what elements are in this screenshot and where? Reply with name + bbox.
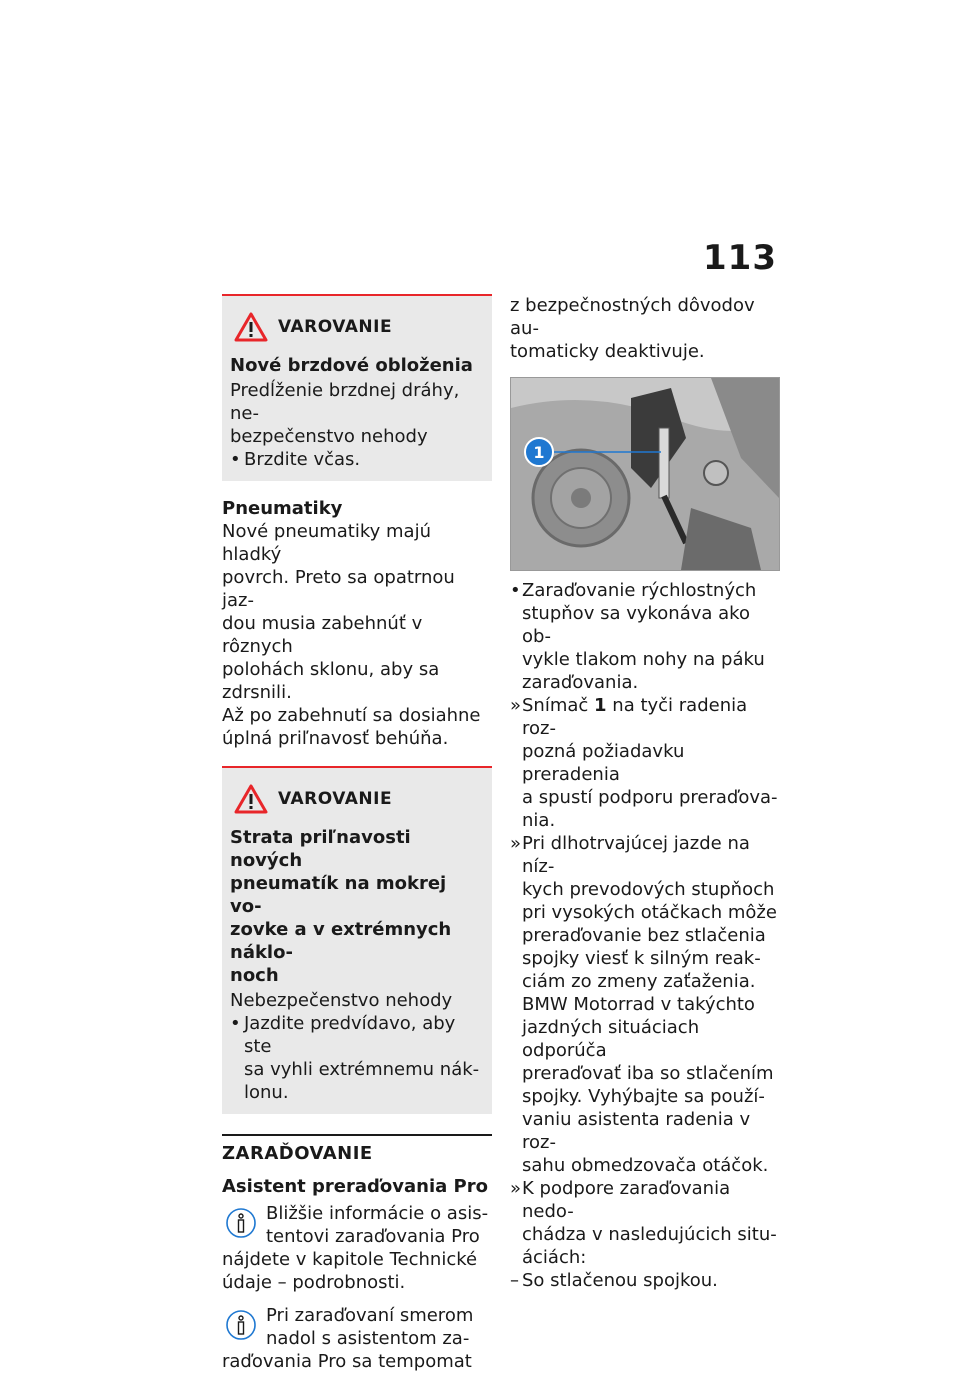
step-line: a spustí podporu preraďova- [522,787,778,808]
bullet-text [522,579,782,694]
warning-box-brakes [222,294,492,481]
tires-line: povrch. Preto sa opatrnou jaz- [222,567,455,611]
warning-subtitle-line: Strata priľnavosti nových [230,827,411,871]
warning-bullet-line: sa vyhli extrémnemu nák- [244,1059,480,1080]
warning-triangle-icon [234,312,268,342]
warning-bullet-text: Brzdite včas. [244,449,361,470]
step-item [510,1177,782,1269]
intro-line: z bezpečnostných dôvodov au- [510,295,755,339]
tires-section [222,497,492,750]
step-arrow-icon: » [510,833,522,854]
warning-title: VAROVANIE [278,788,393,809]
tires-line: Až po zabehnutí sa dosiahne [222,705,481,726]
step-prefix: Snímač [522,695,595,716]
info-line: tentovi zaraďovania Pro [266,1226,480,1247]
warning-bullet [230,1012,484,1104]
warning-box-tires [222,766,492,1114]
info-line: nadol s asistentom za- [266,1328,470,1349]
right-column [510,294,782,1292]
bullet-line: vykle tlakom nohy na páku [522,649,765,670]
dash-text: So stlačenou spojkou. [522,1270,718,1291]
step-text [522,1177,782,1269]
step-arrow-icon: » [510,695,522,716]
tires-heading: Pneumatiky [222,498,343,519]
step-line: K podpore zaraďovania nedo- [522,1178,731,1222]
reference-number: 1 [594,695,607,716]
warning-title: VAROVANIE [278,316,393,337]
warning-subtitle: Nové brzdové obloženia [230,355,473,376]
step-rest: na tyči radenia roz- [522,695,748,739]
section-subheading: Asistent preraďovania Pro [222,1176,488,1197]
tires-line: dou musia zabehnúť v rôznych [222,613,423,657]
bullet-icon: • [230,1013,241,1034]
step-line: jazdných situáciach odporúča [522,1017,700,1061]
step-line: pozná požiadavku preradenia [522,741,685,785]
warning-header [230,784,484,814]
step-line: áciách: [522,1247,587,1268]
bullet-item [510,579,782,694]
step-line: BMW Motorrad v takýchto [522,994,755,1015]
warning-text-line: Predĺženie brzdnej dráhy, ne- [230,380,460,424]
warning-triangle-icon [234,784,268,814]
warning-text: Nebezpečenstvo nehody [230,990,453,1011]
tires-line: polohách sklonu, aby sa zdrsnili. [222,659,440,703]
bullet-line: zaraďovania. [522,672,639,693]
callout-label: 1 [533,443,545,462]
chapter-heading: ZARAĎOVANIE [222,1134,492,1165]
warning-header [230,312,484,342]
bullet-icon: • [230,449,241,470]
shift-sensor-photo [510,377,780,571]
step-item [510,694,782,832]
info-icon [224,1308,258,1342]
step-item [510,832,782,1177]
tires-line: Nové pneumatiky majú hladký [222,521,431,565]
bullet-line: stupňov sa vykonáva ako ob- [522,603,750,647]
step-line: spojky viesť k silným reak- [522,948,761,969]
info-note-2 [222,1304,492,1373]
info-line: Pri zaraďovaní smerom [266,1305,474,1326]
shift-sensor-illustration [511,378,779,570]
step-line: chádza v nasledujúcich situ- [522,1224,777,1245]
step-line: nia. [522,810,556,831]
bullet-line: Zaraďovanie rýchlostných [522,580,757,601]
info-line: nájdete v kapitole Technické [222,1249,478,1270]
warning-text-line: bezpečenstvo nehody [230,426,428,447]
warning-subtitle-line: pneumatík na mokrej vo- [230,873,447,917]
step-line: sahu obmedzovača otáčok. [522,1155,769,1176]
step-line: pri vysokých otáčkach môže [522,902,777,923]
step-line: kych prevodových stupňoch [522,879,775,900]
info-line: údaje – podrobnosti. [222,1272,406,1293]
step-line: Pri dlhotrvajúcej jazde na níz- [522,833,750,877]
step-arrow-icon: » [510,1178,522,1199]
warning-subtitle-line: zovke a v extrémnych náklo- [230,919,452,963]
left-column [222,294,492,1383]
step-line: preraďovať iba so stlačením [522,1063,774,1084]
warning-subtitle-line: noch [230,965,279,986]
step-line: ciám zo zmeny zaťaženia. [522,971,756,992]
step-line: spojky. Vyhýbajte sa použí- [522,1086,765,1107]
warning-bullet-line: Jazdite predvídavo, aby ste [244,1013,456,1057]
dash-icon: – [510,1270,519,1291]
dash-item [510,1269,782,1292]
tires-line: úplná priľnavosť behúňa. [222,728,449,749]
info-icon [224,1206,258,1240]
page-number: 113 [703,238,777,278]
info-line: Bližšie informácie o asis- [266,1203,489,1224]
warning-bullet [230,448,484,471]
step-text [522,694,782,832]
step-text [522,832,782,1177]
warning-bullet-text [244,1012,484,1104]
step-line: vaniu asistenta radenia v roz- [522,1109,751,1153]
bullet-icon: • [510,580,521,601]
warning-text [230,379,484,448]
intro-line: tomaticky deaktivuje. [510,341,705,362]
info-note-1 [222,1202,492,1294]
step-line: preraďovanie bez stlačenia [522,925,766,946]
warning-subtitle [230,826,484,987]
warning-bullet-line: lonu. [244,1082,289,1103]
step-line [522,694,782,740]
info-line: raďovania Pro sa tempomat [222,1351,472,1372]
